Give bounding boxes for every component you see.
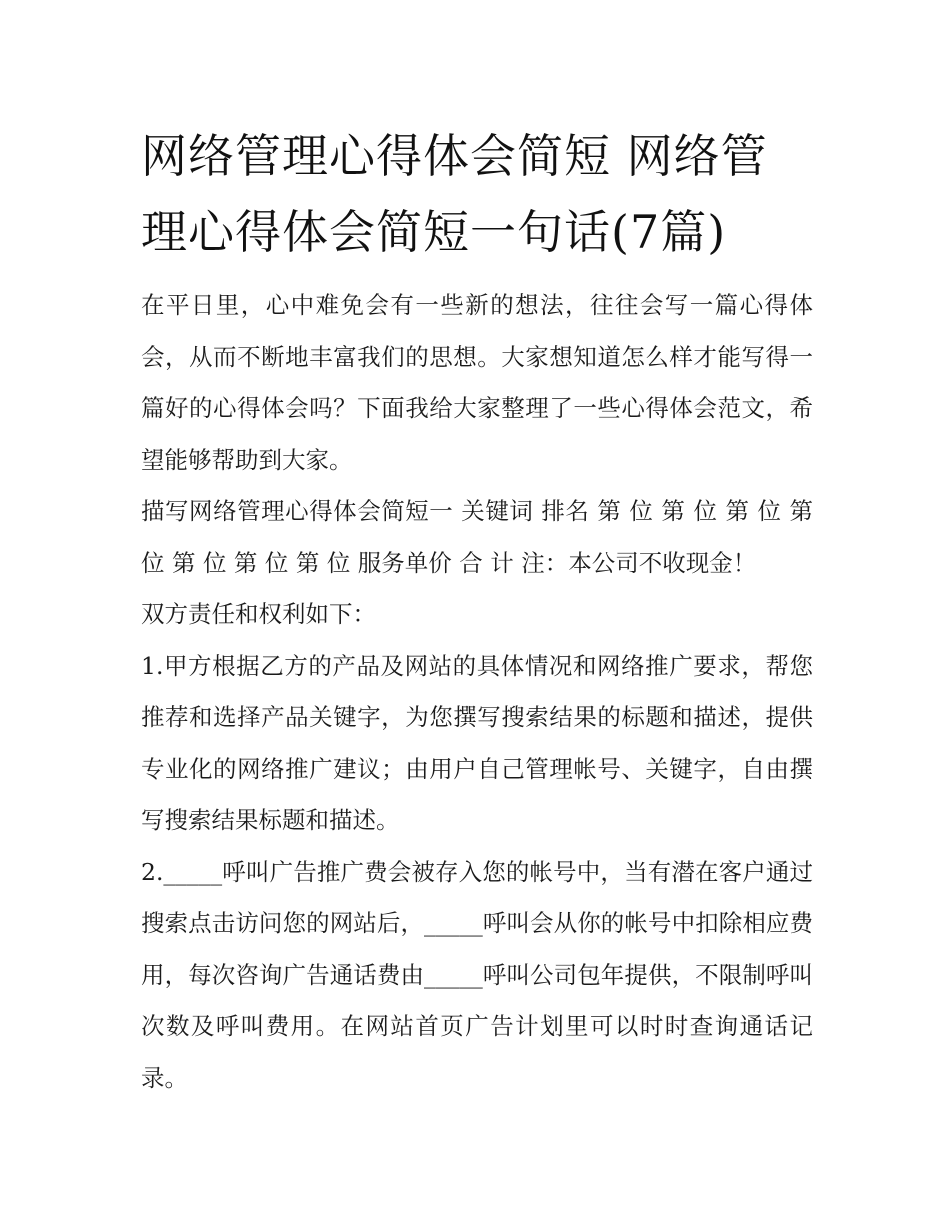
document-page	[141, 118, 813, 1104]
document-title: 网络管理心得体会简短 网络管理心得体会简短一句话(7篇)	[141, 129, 768, 259]
intro-paragraph: 在平日里，心中难免会有一些新的想法，往往会写一篇心得体会，从而不断地丰富我们的思想。大家想知道怎么样才能写得一篇好的心得体会吗？下面我给大家整理了一些心得体会范文，希望能够帮助到大家。	[141, 291, 813, 474]
keyword-paragraph: 描写网络管理心得体会简短一 关键词 排名 第 位 第 位 第 位 第 位 第 位 第 位 第 位 服务单价 合 计 注：本公司不收现金！	[141, 497, 813, 577]
item-2-paragraph: 2._____呼叫广告推广费会被存入您的帐号中，当有潜在客户通过搜索点击访问您的网站后，_____呼叫会从你的帐号中扣除相应费用，每次咨询广告通话费由_____呼叫公司包年提供，不限制呼叫次数及呼叫费用。在网站首页广告计划里可以时时查询通话记录。	[141, 857, 813, 1092]
item-1-paragraph: 1.甲方根据乙方的产品及网站的具体情况和网络推广要求，帮您推荐和选择产品关键字，为您撰写搜索结果的标题和描述，提供专业化的网络推广建议；由用户自己管理帐号、关键字，自由撰写搜索结果标题和描述。	[141, 651, 813, 834]
rights-heading-paragraph: 双方责任和权利如下：	[141, 600, 376, 628]
